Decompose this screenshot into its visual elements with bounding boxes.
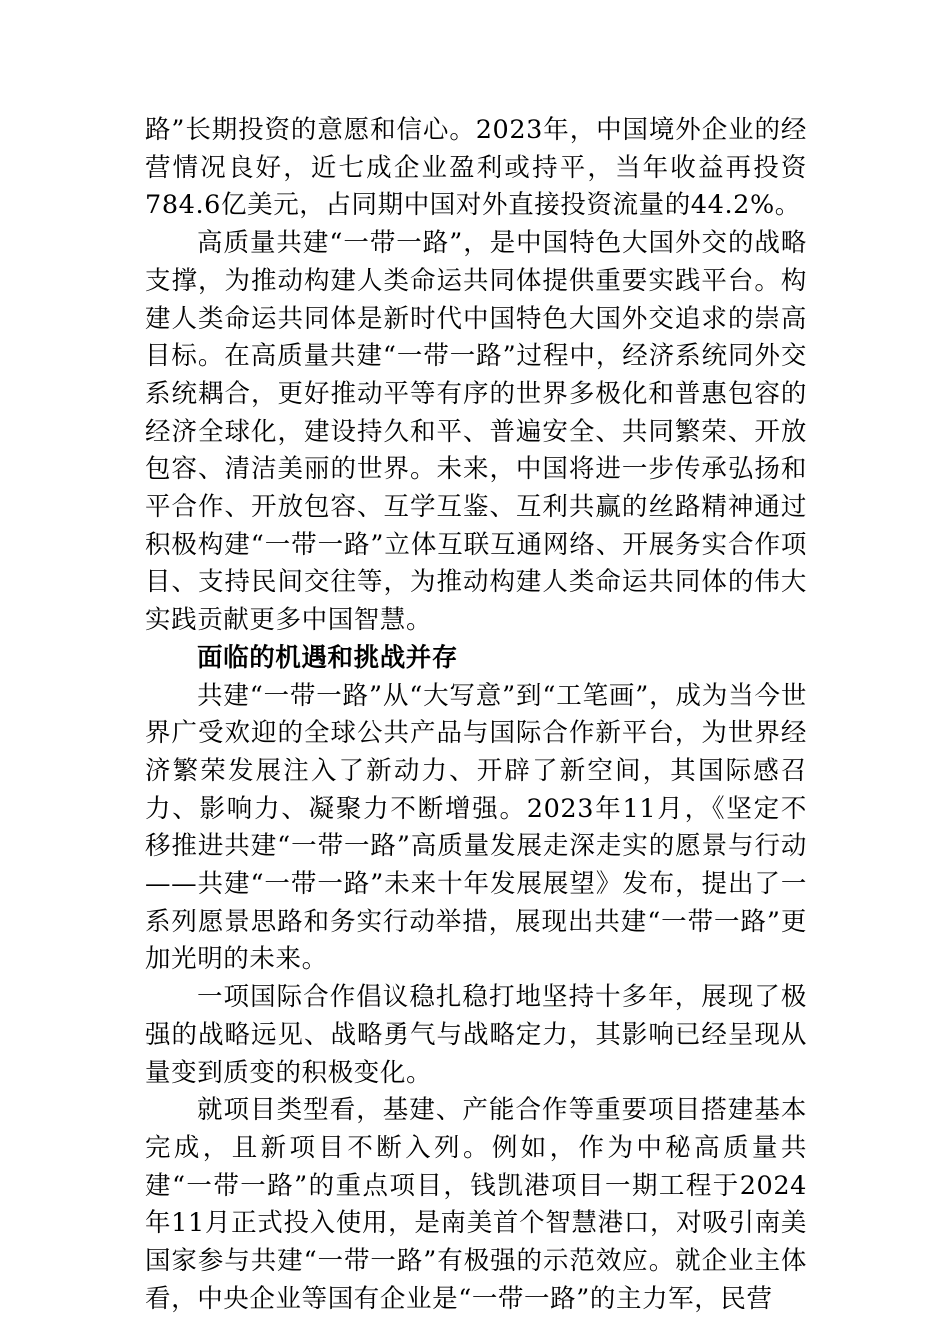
paragraph-global-public-good: 共建“一带一路”从“大写意”到“工笔画”，成为当今世界广受欢迎的全球公共产品与国际合作新平台，为世界经济繁荣发展注入了新动力、开辟了新空间，其国际感召力、影响力、凝聚力不断增强。2023年11月，《坚定不移推进共建“一带一路”高质量发展走深走实的愿景与行动——共建“一带一路”未来十年发展展望》发布，提出了一系列愿景思路和务实行动举措，展现出共建“一带一路”更加光明的未来。 (145, 680, 807, 975)
document-body (145, 112, 807, 1319)
paragraph-belt-and-road-diplomacy: 高质量共建“一带一路”，是中国特色大国外交的战略支撑，为推动构建人类命运共同体提供重要实践平台。构建人类命运共同体是新时代中国特色大国外交追求的崇高目标。在高质量共建“一带一路”过程中，经济系统同外交系统耦合，更好推动平等有序的世界多极化和普惠包容的经济全球化，建设持久和平、普遍安全、共同繁荣、开放包容、清洁美丽的世界。未来，中国将进一步传承弘扬和平合作、开放包容、互学互鉴、互利共赢的丝路精神通过积极构建“一带一路”立体互联互通网络、开展务实合作项目、支持民间交往等，为推动构建人类命运共同体的伟大实践贡献更多中国智慧。 (145, 228, 807, 636)
paragraph-project-types: 就项目类型看，基建、产能合作等重要项目搭建基本完成，且新项目不断入列。例如，作为中秘高质量共建“一带一路”的重点项目，钱凯港项目一期工程于2024年11月正式投入使用，是南美首个智慧港口，对吸引南美国家参与共建“一带一路”有极强的示范效应。就企业主体看，中央企业等国有企业是“一带一路”的主力军，民营 (145, 1095, 807, 1314)
section-heading: 面临的机遇和挑战并存 (197, 642, 459, 673)
paragraph-continued: 路”长期投资的意愿和信心。2023年，中国境外企业的经营情况良好，近七成企业盈利或持平，当年收益再投资784.6亿美元，占同期中国对外直接投资流量的44.2%。 (145, 115, 807, 221)
paragraph-strategic-resolve: 一项国际合作倡议稳扎稳打地坚持十多年，展现了极强的战略远见、战略勇气与战略定力，其影响已经呈现从量变到质变的积极变化。 (145, 982, 807, 1088)
